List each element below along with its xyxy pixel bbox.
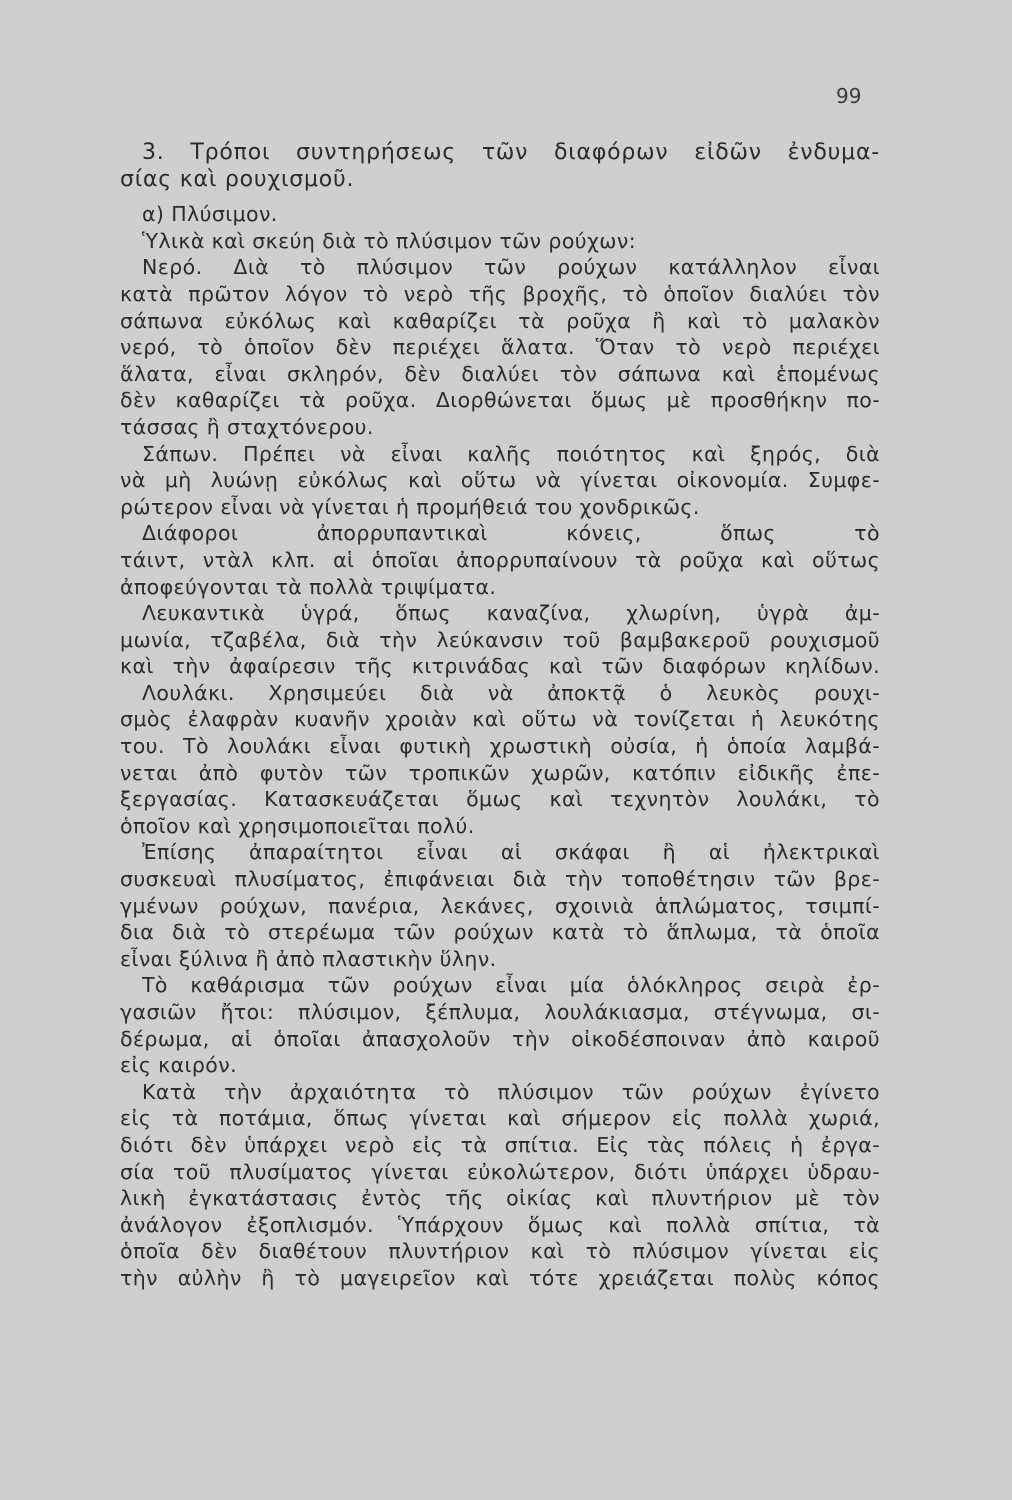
text-line: καὶ τὴν ἀφαίρεσιν τῆς κιτρινάδας καὶ τῶν διαφόρων κηλίδων. [120,654,880,679]
text-line: λικὴ ἐγκατάστασις ἐντὸς τῆς οἰκίας καὶ πλυντήριον μὲ τὸν [120,1186,880,1211]
text-line: συσκευαὶ πλυσίματος, ἐπιφάνειαι διὰ τὴν τοποθέτησιν τῶν βρε- [120,867,880,892]
text-line: ξεργασίας. Κατασκευάζεται ὅμως καὶ τεχνητὸν λουλάκι, τὸ [120,787,880,812]
paragraph-water [120,254,880,440]
text-line: ἀνάλογον ἐξοπλισμόν. Ὑπάρχουν ὅμως καὶ πολλὰ σπίτια, τὰ [120,1212,880,1237]
text-line: ἀποφεύγονται τὰ πολλὰ τριψίματα. [120,574,497,599]
text-line: τὴν αὐλὴν ἢ τὸ μαγειρεῖον καὶ τότε χρειάζεται πολὺς κόπος [120,1265,880,1290]
text-line: δέρωμα, αἱ ὁποῖαι ἀπασχολοῦν τὴν οἰκοδέσποιναν ἀπὸ καιροῦ [120,1026,880,1051]
text-line: σμὸς ἐλαφρὰν κυανῆν χροιὰν καὶ οὕτω νὰ τονίζεται ἡ λευκότης [120,707,880,732]
paragraph-cleaning [120,972,880,1078]
text-line: Κατὰ τὴν ἀρχαιότητα τὸ πλύσιμον τῶν ρούχων ἐγίνετο [142,1079,880,1104]
section-heading-line-2: σίας καὶ ρουχισμοῦ. [120,166,355,192]
paragraph-soap [120,441,880,521]
text-line: Σάπων. Πρέπει νὰ εἶναι καλῆς ποιότητος καὶ ξηρός, διὰ [142,441,880,466]
paragraph-history [120,1079,880,1292]
text-line: γμένων ρούχων, πανέρια, λεκάνες, σχοινιὰ ἁπλώματος, τσιμπί- [120,893,880,918]
text-line: δὲν καθαρίζει τὰ ροῦχα. Διορθώνεται ὅμως μὲ προσθήκην πο- [120,388,880,413]
page-text [120,140,880,1292]
subheading: α) Πλύσιμον. [142,202,278,227]
text-line: εἰς καιρόν. [120,1053,238,1078]
text-line: Λευκαντικὰ ὑγρά, ὅπως καναζίνα, χλωρίνη, ὑγρὰ ἀμ- [142,601,880,626]
text-line: μωνία, τζαβέλα, διὰ τὴν λεύκανσιν τοῦ βαμβακεροῦ ρουχισμοῦ [120,627,880,652]
paragraph-powders [120,520,880,600]
text-line: Λουλάκι. Χρησιμεύει διὰ νὰ ἀποκτᾷ ὁ λευκὸς ρουχι- [142,680,880,705]
text-line: ὁποῖα δὲν διαθέτουν πλυντήριον καὶ τὸ πλύσιμον γίνεται εἰς [120,1239,880,1264]
text-line: ὁποῖον καὶ χρησιμοποιεῖται πολύ. [120,813,475,838]
text-line: νερό, τὸ ὁποῖον δὲν περιέχει ἅλατα. Ὅταν τὸ νερὸ περιέχει [120,335,880,360]
text-line: Νερό. Διὰ τὸ πλύσιμον τῶν ρούχων κατάλληλον εἶναι [142,255,880,280]
text-line: εἶναι ξύλινα ἢ ἀπὸ πλαστικὴν ὕλην. [120,946,497,971]
text-line: κατὰ πρῶτον λόγον τὸ νερὸ τῆς βροχῆς, τὸ ὁποῖον διαλύει τὸν [120,281,880,306]
text-line: Ἐπίσης ἀπαραίτητοι εἶναι αἱ σκάφαι ἢ αἱ ἠλεκτρικαὶ [142,840,880,865]
text-line: δια διὰ τὸ στερέωμα τῶν ρούχων κατὰ τὸ ἅπλωμα, τὰ ὁποῖα [120,920,880,945]
text-line: γασιῶν ἤτοι: πλύσιμον, ξέπλυμα, λουλάκιασμα, στέγνωμα, σι- [120,1000,880,1024]
intro-line: Ὑλικὰ καὶ σκεύη διὰ τὸ πλύσιμον τῶν ρούχων: [142,228,637,253]
text-line: σάπωνα εὐκόλως καὶ καθαρίζει τὰ ροῦχα ἢ καὶ τὸ μαλακὸν [120,308,880,333]
text-line: του. Τὸ λουλάκι εἶναι φυτικὴ χρωστικὴ οὐσία, ἡ ὁποία λαμβά- [120,734,880,759]
page-number: 99 [836,84,862,108]
text-line: σία τοῦ πλυσίματος γίνεται εὐκολώτερον, διότι ὑπάρχει ὑδραυ- [120,1159,880,1184]
text-line: Διάφοροι ἀπορρυπαντικαὶ κόνεις, ὅπως τὸ [142,521,880,546]
paragraph-bluing [120,680,880,840]
text-line: Τὸ καθάρισμα τῶν ρούχων εἶναι μία ὁλόκληρος σειρὰ ἐρ- [142,973,880,998]
paragraph-bleach [120,600,880,680]
text-line: νεται ἀπὸ φυτὸν τῶν τροπικῶν χωρῶν, κατόπιν εἰδικῆς ἐπε- [120,760,880,785]
section-heading-line-1: 3. Τρόποι συντηρήσεως τῶν διαφόρων εἰδῶν ἐνδυμα- [142,140,880,165]
paragraph-equipment [120,839,880,972]
text-line: τάσσας ἢ σταχτόνερου. [120,414,374,439]
text-line: διότι δὲν ὑπάρχει νερὸ εἰς τὰ σπίτια. Εἰς τὰς πόλεις ἡ ἐργα- [120,1132,880,1157]
text-line: τάιντ, ντὰλ κλπ. αἱ ὁποῖαι ἀπορρυπαίνουν τὰ ροῦχα καὶ οὕτως [120,547,880,572]
text-line: ἅλατα, εἶναι σκληρόν, δὲν διαλύει τὸν σάπωνα καὶ ἑπομένως [120,361,880,386]
text-line: ρώτερον εἶναι νὰ γίνεται ἡ προμήθειά του χονδρικῶς. [120,494,700,519]
text-line: νὰ μὴ λυώνῃ εὐκόλως καὶ οὕτω νὰ γίνεται οἰκονομία. Συμφε- [120,468,880,493]
text-line: εἰς τὰ ποτάμια, ὅπως γίνεται καὶ σήμερον εἰς πολλὰ χωριά, [120,1106,880,1131]
